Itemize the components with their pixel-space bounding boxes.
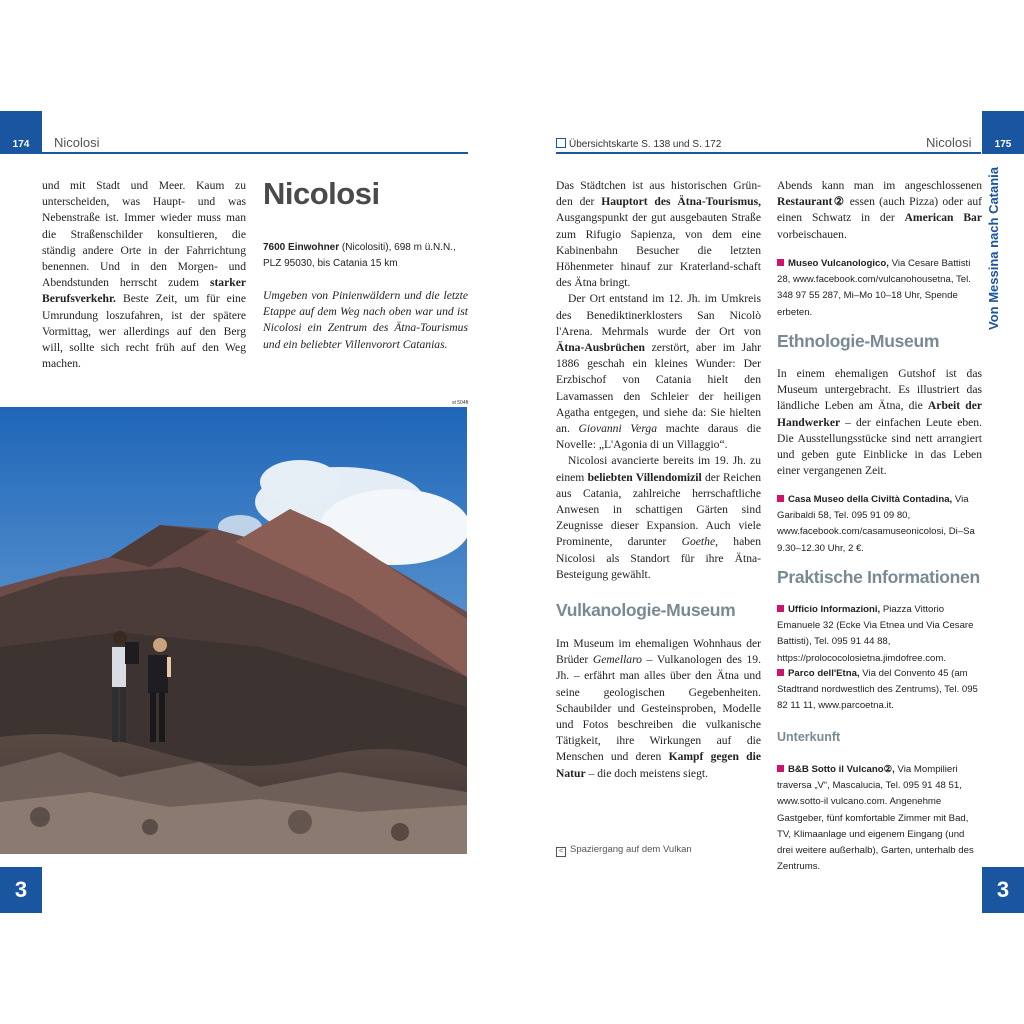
- page-number-right: 175: [982, 111, 1024, 154]
- heading-unterkunft: Unterkunft: [777, 730, 841, 744]
- running-head-left: Nicolosi: [54, 135, 100, 150]
- chapter-tab-left: 3: [0, 867, 42, 913]
- walk-reference: [556, 844, 692, 857]
- header-rule-right: [556, 152, 981, 154]
- page-title: Nicolosi: [263, 176, 380, 211]
- page-number-left: 174: [0, 111, 42, 154]
- info-vulk-name: Museo Vulcanologico,: [788, 258, 889, 269]
- paragraph-3: Nicolosi avancierte bereits im 19. Jh. zu einem beliebten Villendomizil der Reichen aus Catania, zahlreiche herrschaftliche Anwesen in schattigen Gärten sind Zeugnisse dieser Expansion. Auch viele Prominente, darunter Goethe, haben Nicolosi als Standort für ihre Ätna-Besteigung gewählt.: [556, 454, 761, 581]
- side-tab: Von Messina nach Catania: [986, 166, 1001, 330]
- intro-text: Umgeben von Pinienwäldern und die letzte Etappe auf dem Weg nach oben war und ist Nicolosi ein Zentrum des Ätna-Tourismus und ein beliebter Villenvorort Catanias.: [263, 289, 468, 351]
- info-casa-museo: [777, 492, 982, 557]
- walk-ref-icon: <: [556, 847, 566, 857]
- paragraph-2: Der Ort entstand im 12. Jh. im Umkreis des Benediktinerklosters San Nicolò l'Arena. Mehrmals wurde der Ort von Ätna-Ausbrüchen zerstört, aber im Jahr 1886 geschah ein kleines Wunder: Der Erzbischof von Catania hielt den Lavamassen den Schleier der heiligen Agatha entgegen, und siehe da: Sie hielten an. Giovanni Verga machte daraus die Novelle: „L'Agonia di un Villaggio“.: [556, 292, 761, 452]
- heading-vulkanologie: Vulkanologie-Museum: [556, 600, 736, 620]
- facts-rest: (Nicolositi), 698 m ü.N.N., PLZ 95030, bis Catania 15 km: [263, 242, 456, 269]
- facts-line: [263, 240, 468, 271]
- right-col1-b: [556, 636, 761, 782]
- info-parco: [777, 666, 982, 715]
- header-rule-left: [42, 152, 468, 154]
- info-bb-name: B&B Sotto il Vulcano②,: [788, 764, 895, 775]
- info-ufficio: [777, 602, 982, 667]
- map-ref-text: Übersichtskarte S. 138 und S. 172: [569, 139, 722, 150]
- map-reference: [556, 138, 721, 150]
- left-top-paragraph: und mit Stadt und Meer. Kaum zu unterscheiden, was Haupt- und was Nebenstraße ist. Immer wieder muss man die Straßenschilder konsultieren, die ständig andere Orte in der Fahrrichtung benennen. Und in den Morgen- und Abendstunden herrscht zudem starker Berufsverkehr. Beste Zeit, um für eine Umrundung loszufahren, ist der spätere Vormittag, wer allerdings auf den Berg will, sollte sich recht früh auf den Weg machen.: [42, 179, 246, 371]
- bullet-icon: [777, 259, 784, 266]
- info-vulcanologico: [777, 256, 982, 321]
- bullet-icon: [777, 605, 784, 612]
- info-bb-details: Via Mompilieri traversa „V“, Mascalucia, Tel. 095 91 48 51, www.sotto-il vulcano.com. Angenehme Gastgeber, fünf komfortable Zimmer mit Bad, TV, Klimaanlage und eigenem Eingang (und drei weitere außerhalb), Garten, unterhalb des Zentrums.: [777, 764, 974, 873]
- photo-credit: st 504ft: [452, 400, 469, 406]
- volcano-landscape-image: [0, 407, 467, 854]
- paragraph-1: Das Städtchen ist aus historischen Grün-den der Hauptort des Ätna-Tourismus, Ausgangspunkt der gut ausgebauten Straße zum Rifugio Sapienza, von dem eine Kabinenbahn Besucher die letzten Höhenmeter hinauf zur Kraterland-schaft des Ätna bringt.: [556, 179, 761, 290]
- info-parco-name: Parco dell'Etna,: [788, 668, 860, 679]
- chapter-tab-right: 3: [982, 867, 1024, 913]
- info-bb: [777, 762, 982, 875]
- paragraph-6: In einem ehemaligen Gutshof ist das Museum untergebracht. Es illustriert das ländliche Leben am Ätna, die Arbeit der Handwerker – der einfachen Leute eben. Die Ausstellungsstücke sind nett arrangiert und geben gute Einblicke in das Leben einer vergangenen Zeit.: [777, 367, 982, 478]
- info-casa-name: Casa Museo della Civiltà Contadina,: [788, 494, 953, 505]
- info-uff-details: Piazza Vittorio Emanuele 32 (Ecke Via Etnea und Via Cesare Battisti), Tel. 095 91 44 88, https://prolococolosietna.jimdofree.com.: [777, 604, 974, 664]
- right-col2-b: [777, 366, 982, 479]
- running-head-right: Nicolosi: [926, 135, 972, 150]
- info-parco-details: Via del Convento 45 (am Stadtrand nordwestlich des Zentrums), Tel. 095 82 11 11, www.parcoetna.it.: [777, 668, 978, 712]
- heading-ethnologie: Ethnologie-Museum: [777, 331, 940, 351]
- etna-photo: [0, 407, 467, 854]
- right-col2: [777, 178, 982, 243]
- walk-ref-text: Spaziergang auf dem Vulkan: [570, 844, 692, 855]
- facts-bold: 7600 Einwohner: [263, 242, 340, 253]
- bullet-icon: [777, 495, 784, 502]
- paragraph-5: Abends kann man im angeschlossenen Restaurant② essen (auch Pizza) oder auf einen Schwatz in der American Bar vorbeischauen.: [777, 179, 982, 241]
- left-top-text: [42, 178, 246, 372]
- map-ref-icon: [556, 138, 566, 148]
- bullet-icon: [777, 669, 784, 676]
- bullet-icon: [777, 765, 784, 772]
- info-vulk-details: Via Cesare Battisti 28, www.facebook.com/vulcanohousetna, Tel. 348 97 55 287, Mi–Mo 10–18 Uhr, Spende erbeten.: [777, 258, 971, 318]
- right-col1: [556, 178, 761, 583]
- info-casa-details: Via Garibaldi 58, Tel. 095 91 09 80, www.facebook.com/casamuseonicolosi, Di–Sa 9.30–12.30 Uhr, 2 €.: [777, 494, 975, 554]
- info-uff-name: Ufficio Informazioni,: [788, 604, 881, 615]
- heading-praktische: Praktische Informationen: [777, 567, 980, 587]
- paragraph-4: Im Museum im ehemaligen Wohnhaus der Brüder Gemellaro – Vulkanologen des 19. Jh. – erfährt man alles über den Ätna und seine geologischen Gegebenheiten. Schaubilder und Gesteinsproben, Modelle und Fotos beschreiben die vulkanische Tätigkeit, ihre Wirkungen auf die Menschen und deren Kampf gegen die Natur – die doch meistens siegt.: [556, 637, 762, 780]
